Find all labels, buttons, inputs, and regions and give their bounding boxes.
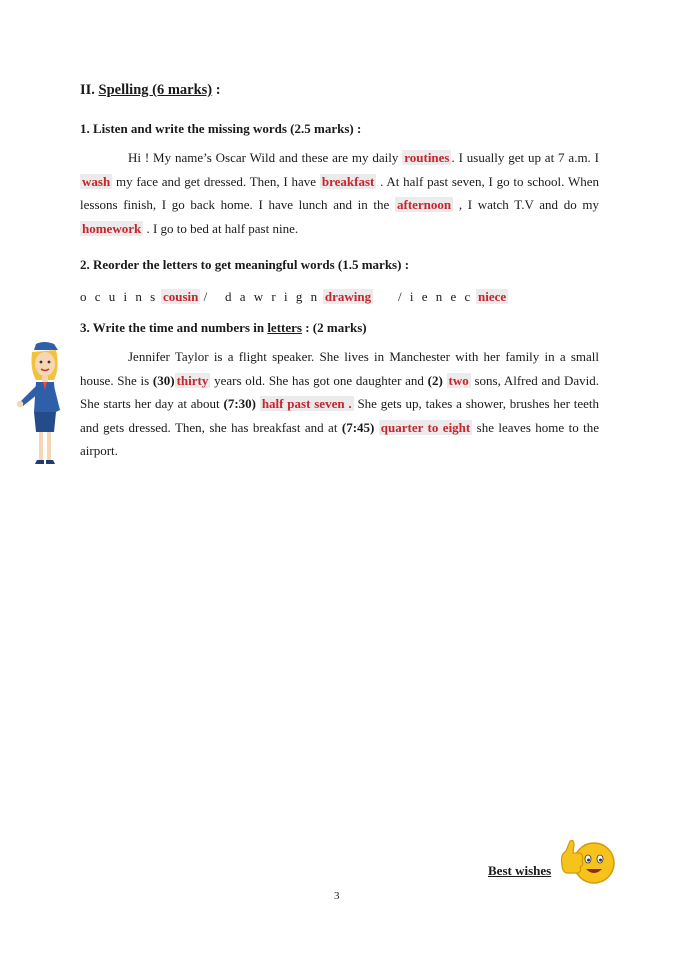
eye (40, 361, 43, 364)
text: she leaves home to the airport. (80, 419, 600, 458)
face (35, 352, 55, 376)
answer-thirty: thirty (176, 372, 209, 388)
reorder-item-1 (80, 289, 207, 305)
text: years old. She has got one daughter and (210, 372, 428, 388)
shoe (35, 460, 44, 464)
answer-two: two (448, 372, 469, 388)
answer-afternoon: afternoon (396, 197, 452, 212)
text: (7:30) (223, 396, 256, 411)
text: letters (267, 320, 302, 335)
leg (39, 432, 43, 460)
answer-wash: wash (82, 173, 111, 189)
thumb-hand (562, 841, 583, 874)
scrambled-letters: o c u i n s (80, 289, 158, 304)
text: Hi ! My name’s Oscar Wild and these are my daily (128, 150, 403, 165)
question-1-title: 1. Listen and write the missing words (2.5 marks) : (80, 121, 362, 136)
text: 3. Write the time and numbers in (80, 320, 268, 335)
answer-cousin: cousin (162, 289, 199, 304)
text: (30) (152, 372, 175, 388)
text: : (2 marks) (301, 320, 367, 335)
answer-homework: homework (82, 220, 142, 236)
eye (48, 361, 51, 364)
answer-niece: niece (478, 289, 507, 304)
leg (47, 432, 51, 460)
section-suffix: : (212, 82, 221, 98)
section-title (80, 82, 221, 99)
shoe (46, 460, 55, 464)
separator: / (200, 289, 208, 304)
section-prefix: II. (80, 82, 99, 98)
text: She gets up, takes a shower, brushes her teeth and gets dressed. Then, she has breakfast and at (80, 396, 600, 435)
answer-breakfast: breakfast (321, 173, 375, 189)
question-2-title: 2. Reorder the letters to get meaningful words (1.5 marks) : (80, 257, 410, 272)
question-3-title (80, 320, 367, 336)
section-title-underlined: Spelling (6 marks) (98, 82, 213, 98)
text: , I watch T.V and do my (453, 197, 599, 212)
answer-half-past-seven: half past seven . (261, 396, 352, 411)
text: my face and get dressed. Then, I have (112, 173, 320, 189)
skirt (34, 412, 56, 432)
text: sons, Alfred and David. She starts her day at about (80, 372, 600, 411)
best-wishes: Best wishes (488, 863, 552, 878)
hat (34, 342, 58, 350)
flight-attendant-illustration (14, 340, 72, 468)
scrambled-letters: / i e n e c (398, 289, 473, 304)
scrambled-letters: d a w r i g n (225, 289, 320, 304)
neck (42, 376, 48, 382)
pupil (587, 859, 590, 862)
text: Jennifer Taylor is a flight speaker. She lives in Manchester with her family in a small house. She is (80, 349, 599, 388)
pupil (599, 859, 602, 862)
text: . I go to bed at half past nine. (143, 220, 299, 236)
text: (7:45) (341, 419, 375, 435)
answer-quarter-to-eight: quarter to eight (380, 419, 471, 435)
question-3-paragraph (80, 345, 599, 463)
text: (2) (427, 372, 443, 388)
hand (17, 401, 23, 407)
reorder-item-2 (225, 289, 373, 305)
reorder-item-3 (398, 289, 508, 305)
text: . At half past seven, I go to school. When lessons finish, I go back home. I have lunch and in the (80, 173, 599, 212)
thumbs-up-smiley-icon (556, 835, 618, 887)
page-number: 3 (334, 890, 340, 902)
answer-drawing: drawing (324, 289, 372, 304)
answer-routines: routines (404, 150, 450, 165)
text: . I usually get up at 7 a.m. I (451, 150, 599, 165)
question-1-paragraph (80, 146, 599, 240)
